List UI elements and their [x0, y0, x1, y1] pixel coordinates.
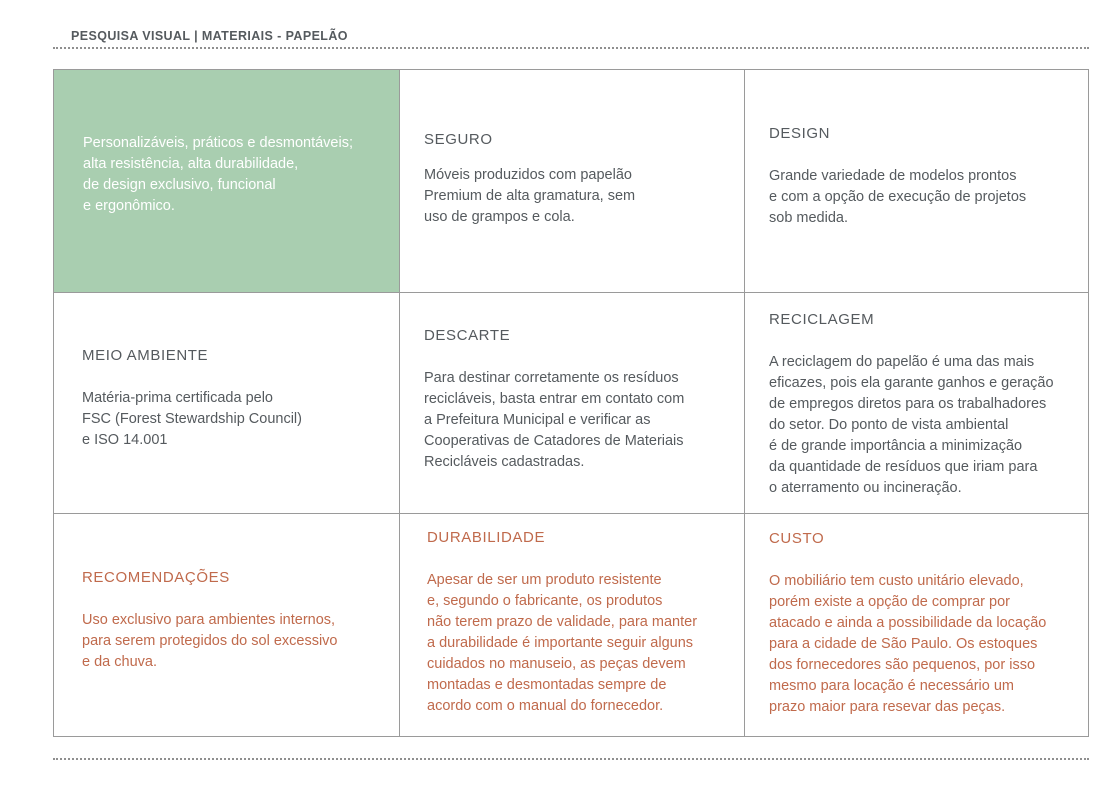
info-grid	[53, 69, 1089, 737]
custo-title: CUSTO	[769, 530, 825, 547]
recomendacoes-text: Uso exclusivo para ambientes internos, para serem protegidos do sol excessivo e da chuva.	[82, 612, 338, 670]
cell-summary	[54, 70, 400, 293]
summary-text: Personalizáveis, práticos e desmontáveis; alta resistência, alta durabilidade, de design exclusivo, funcional e ergonômico.	[83, 135, 353, 214]
durabilidade-title: DURABILIDADE	[427, 529, 546, 546]
cell-descarte	[400, 293, 745, 514]
design-text: Grande variedade de modelos prontos e com a opção de execução de projetos sob medida.	[769, 168, 1027, 226]
cell-meio-ambiente	[54, 293, 400, 514]
reciclagem-text: A reciclagem do papelão é uma das mais eficazes, pois ela garante ganhos e geração de empregos diretos para os trabalhadores do setor. Do ponto de vista ambiental é de grande importância a minimização da quantidade de resíduos que iriam para o aterramento ou incineração.	[769, 354, 1054, 496]
cell-reciclagem	[745, 293, 1088, 514]
cell-custo	[745, 514, 1088, 736]
bottom-dotted-divider	[53, 758, 1089, 760]
cell-seguro	[400, 70, 745, 293]
seguro-text: Móveis produzidos com papelão Premium de alta gramatura, sem uso de grampos e cola.	[424, 167, 636, 225]
descarte-title: DESCARTE	[424, 327, 511, 344]
cell-durabilidade	[400, 514, 745, 736]
recomendacoes-title: RECOMENDAÇÕES	[82, 569, 230, 586]
top-dotted-divider	[53, 47, 1089, 49]
cell-recomendacoes	[54, 514, 400, 736]
cell-design	[745, 70, 1088, 293]
seguro-title: SEGURO	[424, 131, 493, 148]
page-header: PESQUISA VISUAL | MATERIAIS - PAPELÃO	[71, 29, 348, 43]
durabilidade-text: Apesar de ser um produto resistente e, segundo o fabricante, os produtos não terem prazo de validade, para manter a durabilidade é importante seguir alguns cuidados no manuseio, as peças devem montadas e desmontadas sempre de acordo com o manual do fornecedor.	[427, 572, 698, 714]
descarte-text: Para destinar corretamente os resíduos recicláveis, basta entrar em contato com a Prefeitura Municipal e verificar as Cooperativas de Catadores de Materiais Recicláveis cadastradas.	[424, 370, 685, 470]
meio-ambiente-text: Matéria-prima certificada pelo FSC (Forest Stewardship Council) e ISO 14.001	[82, 390, 302, 448]
custo-text: O mobiliário tem custo unitário elevado, porém existe a opção de comprar por atacado e ainda a possibilidade da locação para a cidade de São Paulo. Os estoques dos fornecedores são pequenos, por isso mesmo para locação é necessário um prazo maior para resevar das peças.	[769, 573, 1047, 715]
meio-ambiente-title: MEIO AMBIENTE	[82, 347, 209, 364]
reciclagem-title: RECICLAGEM	[769, 311, 875, 328]
design-title: DESIGN	[769, 125, 831, 142]
